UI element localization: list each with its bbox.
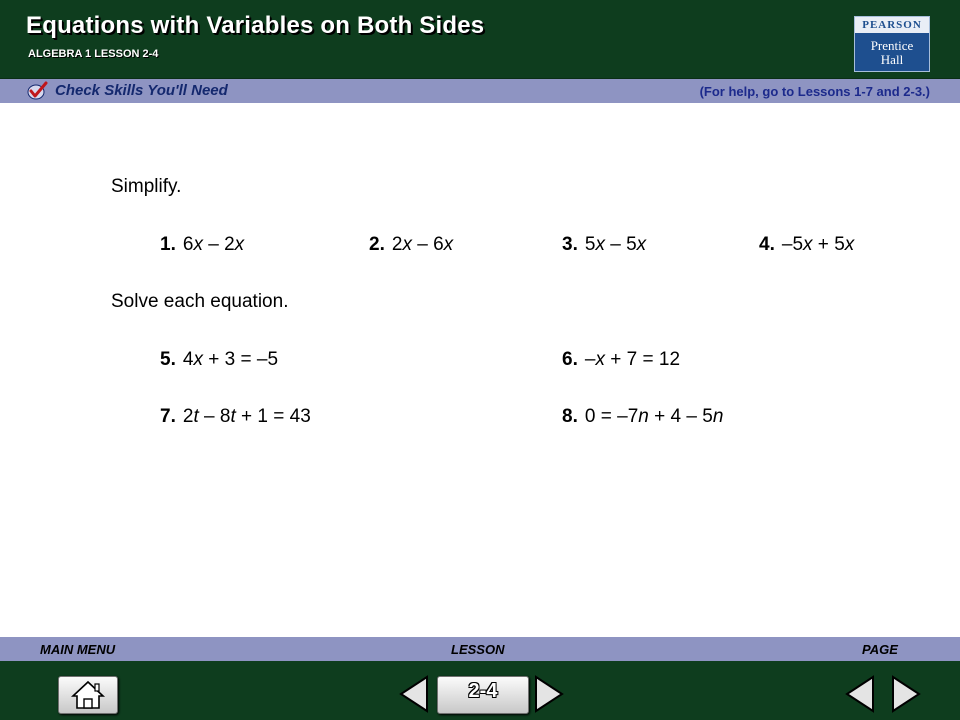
problem-5	[160, 349, 278, 371]
problem-4	[759, 234, 854, 256]
problem-number: 6.	[562, 349, 578, 370]
previous-lesson-button[interactable]	[396, 674, 432, 714]
logo-line-1: Prentice	[870, 38, 914, 53]
page-label: PAGE	[862, 642, 898, 657]
problem-number: 2.	[369, 234, 385, 255]
previous-page-button[interactable]	[842, 674, 878, 714]
problem-3	[562, 234, 646, 256]
simplify-heading: Simplify.	[111, 176, 182, 197]
problem-7	[160, 406, 311, 428]
problem-8	[562, 406, 723, 428]
publisher-logo	[854, 16, 930, 72]
next-page-button[interactable]	[888, 674, 924, 714]
problem-number: 3.	[562, 234, 578, 255]
check-skills-label: Check Skills You'll Need	[55, 82, 228, 99]
problem-2	[369, 234, 453, 256]
left-arrow-icon	[401, 677, 427, 711]
page-subtitle: ALGEBRA 1 LESSON 2-4	[28, 48, 159, 60]
problem-number: 5.	[160, 349, 176, 370]
problem-expression: 2x – 6x	[391, 234, 454, 255]
problem-number: 4.	[759, 234, 775, 255]
problem-expression: –x + 7 = 12	[584, 349, 681, 370]
right-arrow-icon	[893, 677, 919, 711]
problem-6	[562, 349, 680, 371]
logo-line-2: Hall	[880, 52, 904, 67]
problem-expression: –5x + 5x	[781, 234, 855, 255]
problem-expression: 0 = –7n + 4 – 5n	[584, 406, 724, 427]
logo-brand: PEARSON	[855, 17, 929, 33]
right-arrow-icon	[536, 677, 562, 711]
problem-expression: 2t – 8t + 1 = 43	[182, 406, 311, 427]
lesson-label: LESSON	[451, 642, 505, 657]
problem-expression: 4x + 3 = –5	[182, 349, 279, 370]
problem-number: 1.	[160, 234, 176, 255]
lesson-number-button[interactable]	[437, 676, 529, 714]
problem-number: 8.	[562, 406, 578, 427]
problem-1	[160, 234, 244, 256]
problem-expression: 5x – 5x	[584, 234, 647, 255]
slide-content	[0, 104, 960, 636]
header-bar	[0, 0, 960, 79]
help-reference: (For help, go to Lessons 1-7 and 2-3.)	[699, 84, 930, 99]
checkmark-icon	[26, 81, 48, 101]
problem-expression: 6x – 2x	[182, 234, 245, 255]
check-skills-bar	[0, 79, 960, 103]
left-arrow-icon	[847, 677, 873, 711]
main-menu-button[interactable]	[58, 676, 118, 714]
problem-number: 7.	[160, 406, 176, 427]
next-lesson-button[interactable]	[531, 674, 567, 714]
solve-heading: Solve each equation.	[111, 291, 289, 312]
navigation-label-bar	[0, 637, 960, 661]
lesson-number: 2-4	[468, 680, 498, 702]
page-title: Equations with Variables on Both Sides	[26, 12, 485, 39]
main-menu-label: MAIN MENU	[40, 642, 116, 657]
home-icon	[59, 677, 117, 713]
